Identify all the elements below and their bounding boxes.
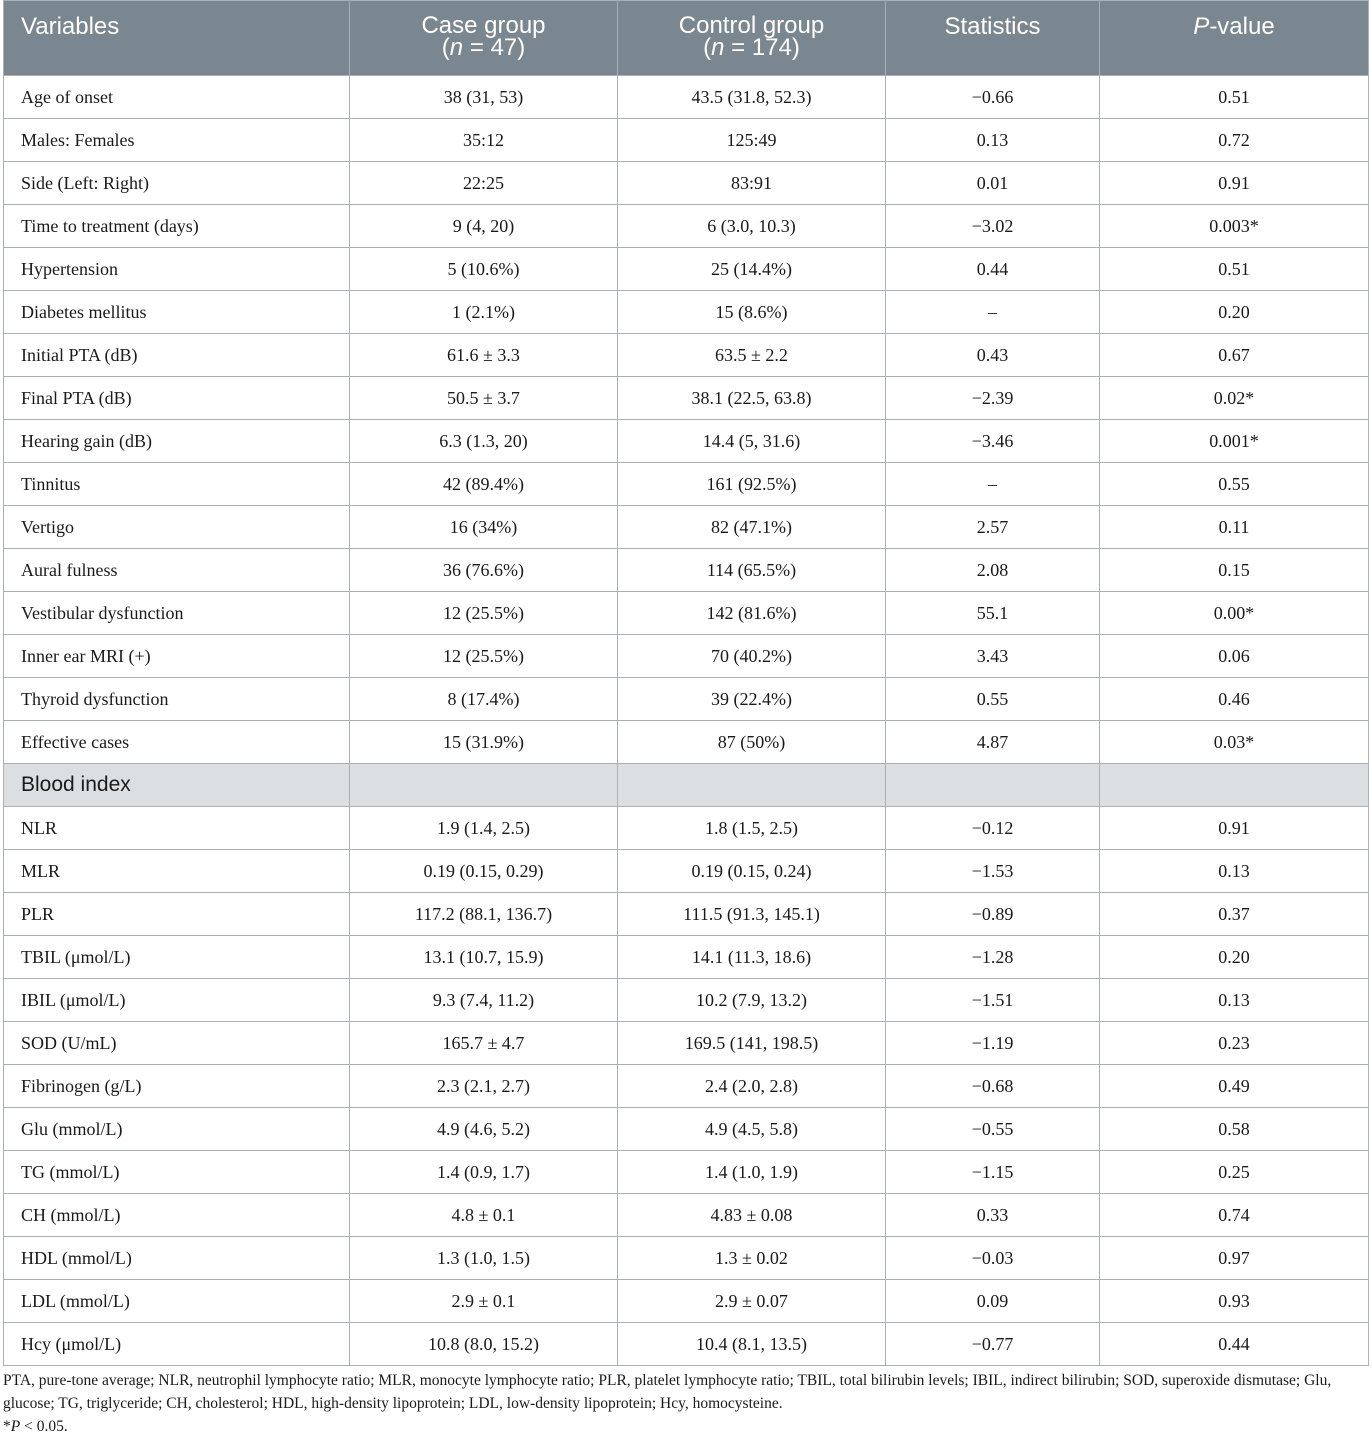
cell-case: 13.1 (10.7, 15.9) <box>350 936 618 979</box>
cell-variable: Effective cases <box>4 721 350 764</box>
cell-case: 16 (34%) <box>350 506 618 549</box>
cell-statistics: −0.77 <box>886 1323 1100 1366</box>
table-row <box>4 1065 1369 1108</box>
cell-p-value: 0.003* <box>1100 205 1369 248</box>
cell-control: 87 (50%) <box>618 721 886 764</box>
cell-case: 117.2 (88.1, 136.7) <box>350 893 618 936</box>
control-group-label: Control group <box>678 12 825 39</box>
cell-case: 42 (89.4%) <box>350 463 618 506</box>
table-row <box>4 1237 1369 1280</box>
cell-p-value: 0.55 <box>1100 463 1369 506</box>
cell-p-value: 0.72 <box>1100 119 1369 162</box>
cell-statistics: – <box>886 291 1100 334</box>
cell-p-value: 0.001* <box>1100 420 1369 463</box>
cell-variable: TBIL (μmol/L) <box>4 936 350 979</box>
table-body <box>4 76 1369 1366</box>
cell-p-value: 0.15 <box>1100 549 1369 592</box>
cell-variable: Fibrinogen (g/L) <box>4 1065 350 1108</box>
table-row <box>4 119 1369 162</box>
cell-case: 12 (25.5%) <box>350 635 618 678</box>
table-row <box>4 334 1369 377</box>
cell-statistics: −0.12 <box>886 807 1100 850</box>
cell-case: 1 (2.1%) <box>350 291 618 334</box>
cell-p-value: 0.23 <box>1100 1022 1369 1065</box>
cell-statistics: 4.87 <box>886 721 1100 764</box>
cell-control: 39 (22.4%) <box>618 678 886 721</box>
cell-p-value: 0.37 <box>1100 893 1369 936</box>
cell-case: 2.9 ± 0.1 <box>350 1280 618 1323</box>
cell-case: 5 (10.6%) <box>350 248 618 291</box>
cell-control: 169.5 (141, 198.5) <box>618 1022 886 1065</box>
cell-control: 125:49 <box>618 119 886 162</box>
cell-case: 36 (76.6%) <box>350 549 618 592</box>
section-empty-cell <box>350 764 618 807</box>
cell-variable: Males: Females <box>4 119 350 162</box>
cell-statistics: −1.15 <box>886 1151 1100 1194</box>
cell-statistics: 0.01 <box>886 162 1100 205</box>
cell-statistics: 0.43 <box>886 334 1100 377</box>
table-row <box>4 807 1369 850</box>
cell-variable: Tinnitus <box>4 463 350 506</box>
cell-case: 9.3 (7.4, 11.2) <box>350 979 618 1022</box>
cell-case: 4.8 ± 0.1 <box>350 1194 618 1237</box>
cell-statistics: −1.19 <box>886 1022 1100 1065</box>
table-row <box>4 979 1369 1022</box>
cell-statistics: 0.44 <box>886 248 1100 291</box>
table-row <box>4 506 1369 549</box>
abbreviations-note: PTA, pure-tone average; NLR, neutrophil lymphocyte ratio; MLR, monocyte lymphocyte ratio; PLR, platelet lymphocyte ratio; TBIL, total bilirubin levels; IBIL, indirect bilirubin; SOD, superoxide dismutase; Glu, glucose; TG, triglyceride; CH, cholesterol; HDL, high-density lipoprotein; LDL, low-density lipoprotein; Hcy, homocysteine. <box>3 1372 1332 1412</box>
table-row <box>4 291 1369 334</box>
cell-variable: Hcy (μmol/L) <box>4 1323 350 1366</box>
table-row <box>4 420 1369 463</box>
header-variables: Variables <box>4 1 350 76</box>
cell-statistics: −0.89 <box>886 893 1100 936</box>
header-case-group <box>350 1 618 76</box>
section-row-blood-index <box>4 764 1369 807</box>
cell-p-value: 0.25 <box>1100 1151 1369 1194</box>
cell-control: 0.19 (0.15, 0.24) <box>618 850 886 893</box>
cell-case: 12 (25.5%) <box>350 592 618 635</box>
cell-control: 6 (3.0, 10.3) <box>618 205 886 248</box>
cell-variable: NLR <box>4 807 350 850</box>
table-row <box>4 248 1369 291</box>
significance-note: *P < 0.05. <box>3 1418 68 1435</box>
cell-p-value: 0.91 <box>1100 807 1369 850</box>
cell-variable: Vertigo <box>4 506 350 549</box>
table-row <box>4 162 1369 205</box>
cell-case: 1.9 (1.4, 2.5) <box>350 807 618 850</box>
cell-p-value: 0.20 <box>1100 291 1369 334</box>
table-row <box>4 1280 1369 1323</box>
cell-p-value: 0.00* <box>1100 592 1369 635</box>
cell-control: 2.4 (2.0, 2.8) <box>618 1065 886 1108</box>
cell-p-value: 0.02* <box>1100 377 1369 420</box>
header-statistics: Statistics <box>886 1 1100 76</box>
cell-statistics: −0.66 <box>886 76 1100 119</box>
cell-case: 4.9 (4.6, 5.2) <box>350 1108 618 1151</box>
cell-variable: Thyroid dysfunction <box>4 678 350 721</box>
cell-case: 38 (31, 53) <box>350 76 618 119</box>
cell-statistics: −1.53 <box>886 850 1100 893</box>
cell-p-value: 0.51 <box>1100 76 1369 119</box>
cell-control: 82 (47.1%) <box>618 506 886 549</box>
cell-p-value: 0.67 <box>1100 334 1369 377</box>
table-row <box>4 936 1369 979</box>
cell-statistics: −3.46 <box>886 420 1100 463</box>
cell-variable: TG (mmol/L) <box>4 1151 350 1194</box>
cell-case: 0.19 (0.15, 0.29) <box>350 850 618 893</box>
cell-p-value: 0.13 <box>1100 979 1369 1022</box>
cell-variable: Time to treatment (days) <box>4 205 350 248</box>
section-empty-cell <box>618 764 886 807</box>
cell-control: 10.2 (7.9, 13.2) <box>618 979 886 1022</box>
cell-p-value: 0.13 <box>1100 850 1369 893</box>
cell-variable: Initial PTA (dB) <box>4 334 350 377</box>
cell-p-value: 0.49 <box>1100 1065 1369 1108</box>
cell-variable: Glu (mmol/L) <box>4 1108 350 1151</box>
cell-variable: Side (Left: Right) <box>4 162 350 205</box>
cell-statistics: 0.13 <box>886 119 1100 162</box>
cell-variable: Hearing gain (dB) <box>4 420 350 463</box>
cell-variable: Diabetes mellitus <box>4 291 350 334</box>
cell-case: 8 (17.4%) <box>350 678 618 721</box>
cell-statistics: 0.33 <box>886 1194 1100 1237</box>
cell-case: 6.3 (1.3, 20) <box>350 420 618 463</box>
cell-control: 1.4 (1.0, 1.9) <box>618 1151 886 1194</box>
cell-statistics: −0.68 <box>886 1065 1100 1108</box>
cell-statistics: 3.43 <box>886 635 1100 678</box>
cell-control: 15 (8.6%) <box>618 291 886 334</box>
table-footnote <box>3 1369 1365 1438</box>
cell-statistics: 55.1 <box>886 592 1100 635</box>
cell-variable: PLR <box>4 893 350 936</box>
cell-statistics: −3.02 <box>886 205 1100 248</box>
table-row <box>4 1151 1369 1194</box>
cell-control: 1.8 (1.5, 2.5) <box>618 807 886 850</box>
cell-control: 14.4 (5, 31.6) <box>618 420 886 463</box>
cell-control: 43.5 (31.8, 52.3) <box>618 76 886 119</box>
table-row <box>4 893 1369 936</box>
cell-control: 70 (40.2%) <box>618 635 886 678</box>
cell-case: 10.8 (8.0, 15.2) <box>350 1323 618 1366</box>
cell-p-value: 0.91 <box>1100 162 1369 205</box>
cell-control: 10.4 (8.1, 13.5) <box>618 1323 886 1366</box>
cell-case: 165.7 ± 4.7 <box>350 1022 618 1065</box>
cell-p-value: 0.20 <box>1100 936 1369 979</box>
cell-variable: Age of onset <box>4 76 350 119</box>
cell-statistics: 0.09 <box>886 1280 1100 1323</box>
cell-case: 1.3 (1.0, 1.5) <box>350 1237 618 1280</box>
header-p-value: P-value <box>1100 1 1369 76</box>
cell-control: 4.83 ± 0.08 <box>618 1194 886 1237</box>
control-group-n: (n = 174) <box>703 34 800 61</box>
table-row <box>4 678 1369 721</box>
cell-p-value: 0.06 <box>1100 635 1369 678</box>
table-row <box>4 635 1369 678</box>
cell-case: 9 (4, 20) <box>350 205 618 248</box>
cell-statistics: 2.57 <box>886 506 1100 549</box>
cell-case: 15 (31.9%) <box>350 721 618 764</box>
cell-statistics: 0.55 <box>886 678 1100 721</box>
cell-variable: Inner ear MRI (+) <box>4 635 350 678</box>
section-empty-cell <box>886 764 1100 807</box>
cell-case: 35:12 <box>350 119 618 162</box>
table-row <box>4 1108 1369 1151</box>
cell-case: 50.5 ± 3.7 <box>350 377 618 420</box>
cell-variable: CH (mmol/L) <box>4 1194 350 1237</box>
cell-control: 2.9 ± 0.07 <box>618 1280 886 1323</box>
cell-variable: Aural fulness <box>4 549 350 592</box>
table-row <box>4 76 1369 119</box>
case-group-label: Case group <box>421 12 546 39</box>
cell-statistics: −1.51 <box>886 979 1100 1022</box>
cell-variable: Hypertension <box>4 248 350 291</box>
cell-p-value: 0.03* <box>1100 721 1369 764</box>
cell-statistics: −0.55 <box>886 1108 1100 1151</box>
table-row <box>4 1022 1369 1065</box>
cell-control: 114 (65.5%) <box>618 549 886 592</box>
cell-control: 111.5 (91.3, 145.1) <box>618 893 886 936</box>
section-label: Blood index <box>4 764 350 807</box>
cell-control: 63.5 ± 2.2 <box>618 334 886 377</box>
cell-statistics: −0.03 <box>886 1237 1100 1280</box>
cell-variable: IBIL (μmol/L) <box>4 979 350 1022</box>
header-row <box>4 1 1369 76</box>
table-row <box>4 850 1369 893</box>
table-row <box>4 377 1369 420</box>
cell-case: 2.3 (2.1, 2.7) <box>350 1065 618 1108</box>
cell-control: 142 (81.6%) <box>618 592 886 635</box>
cell-p-value: 0.51 <box>1100 248 1369 291</box>
cell-p-value: 0.93 <box>1100 1280 1369 1323</box>
cell-variable: HDL (mmol/L) <box>4 1237 350 1280</box>
table-row <box>4 463 1369 506</box>
cell-variable: LDL (mmol/L) <box>4 1280 350 1323</box>
cell-control: 83:91 <box>618 162 886 205</box>
cell-statistics: −1.28 <box>886 936 1100 979</box>
cell-statistics: −2.39 <box>886 377 1100 420</box>
cell-case: 61.6 ± 3.3 <box>350 334 618 377</box>
table-row <box>4 1323 1369 1366</box>
cell-variable: MLR <box>4 850 350 893</box>
table-row <box>4 592 1369 635</box>
table-row <box>4 549 1369 592</box>
cell-case: 1.4 (0.9, 1.7) <box>350 1151 618 1194</box>
cell-statistics: 2.08 <box>886 549 1100 592</box>
cell-p-value: 0.74 <box>1100 1194 1369 1237</box>
cell-variable: Final PTA (dB) <box>4 377 350 420</box>
cell-case: 22:25 <box>350 162 618 205</box>
section-empty-cell <box>1100 764 1369 807</box>
table-row <box>4 205 1369 248</box>
cell-p-value: 0.58 <box>1100 1108 1369 1151</box>
cell-p-value: 0.44 <box>1100 1323 1369 1366</box>
results-table <box>3 0 1369 1366</box>
cell-p-value: 0.11 <box>1100 506 1369 549</box>
cell-variable: Vestibular dysfunction <box>4 592 350 635</box>
cell-statistics: – <box>886 463 1100 506</box>
cell-control: 4.9 (4.5, 5.8) <box>618 1108 886 1151</box>
cell-control: 1.3 ± 0.02 <box>618 1237 886 1280</box>
cell-p-value: 0.97 <box>1100 1237 1369 1280</box>
cell-control: 161 (92.5%) <box>618 463 886 506</box>
case-group-n: (n = 47) <box>441 34 526 61</box>
cell-p-value: 0.46 <box>1100 678 1369 721</box>
table-row <box>4 1194 1369 1237</box>
cell-control: 38.1 (22.5, 63.8) <box>618 377 886 420</box>
table-row <box>4 721 1369 764</box>
cell-variable: SOD (U/mL) <box>4 1022 350 1065</box>
cell-control: 25 (14.4%) <box>618 248 886 291</box>
header-control-group <box>618 1 886 76</box>
cell-control: 14.1 (11.3, 18.6) <box>618 936 886 979</box>
